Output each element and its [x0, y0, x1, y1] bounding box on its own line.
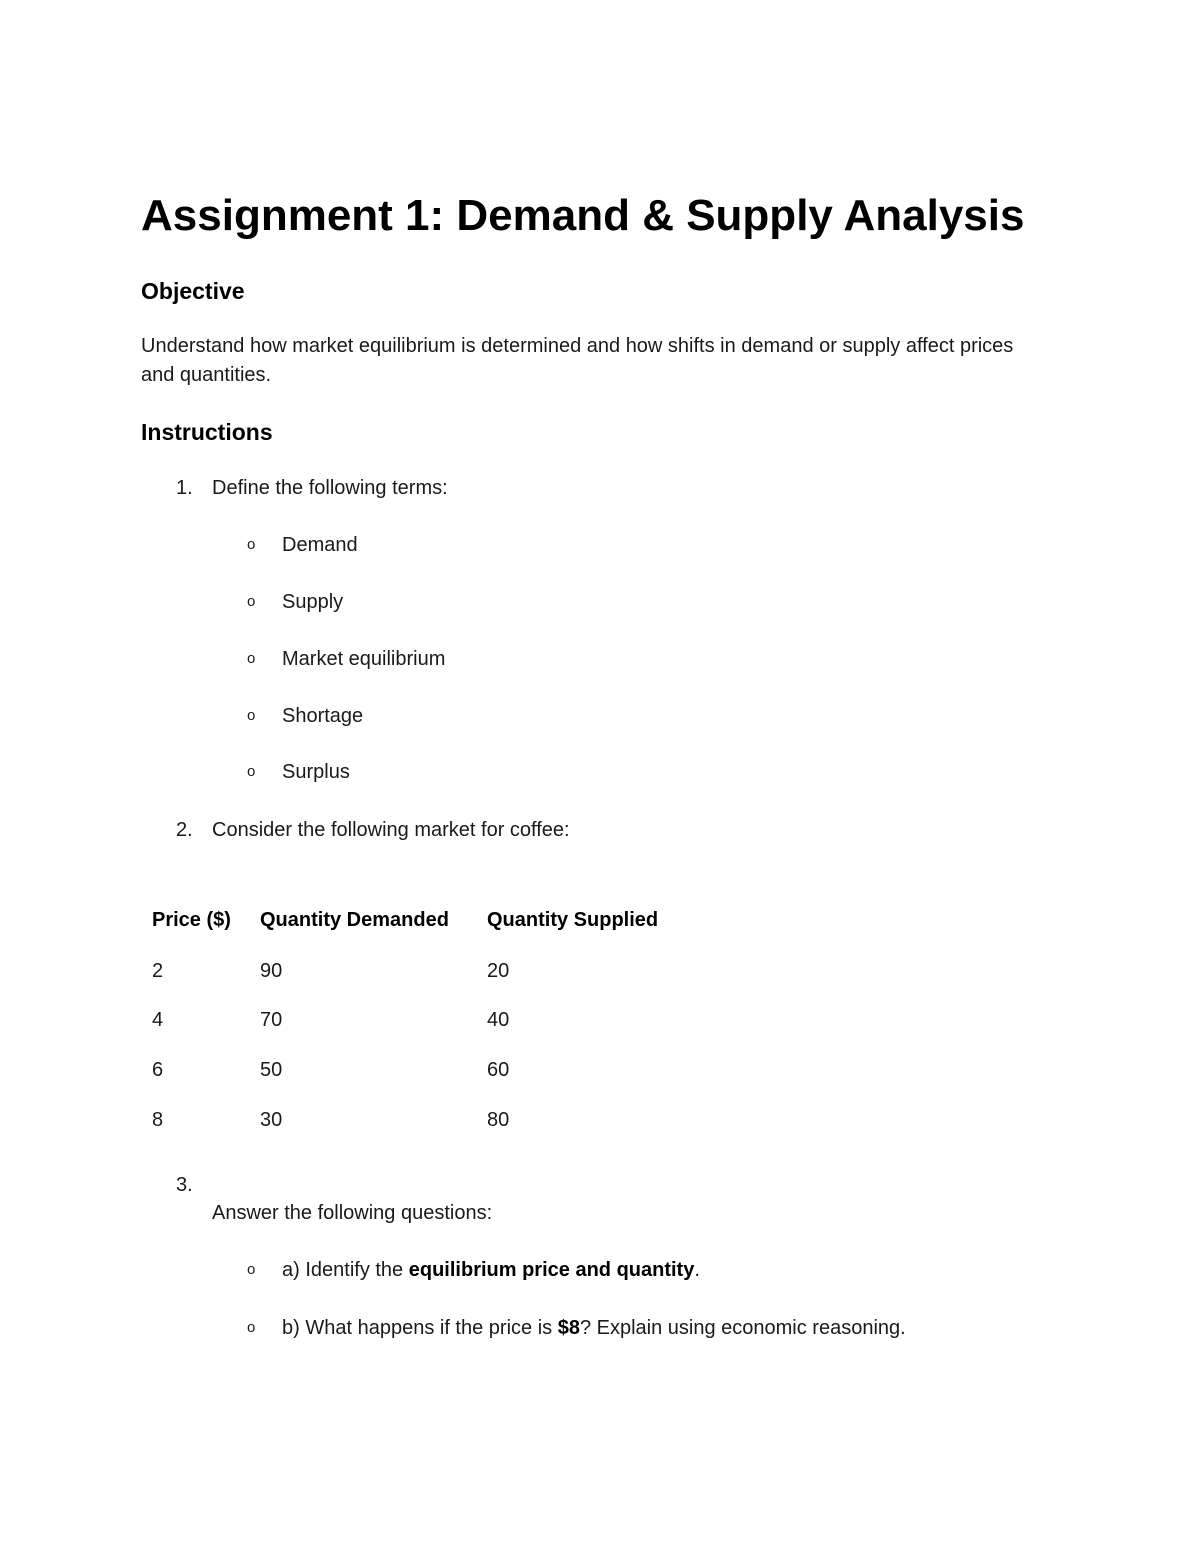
- objective-heading: Objective: [141, 278, 245, 304]
- list-number-1: 1.: [176, 477, 193, 499]
- bullet-marker: o: [247, 536, 256, 553]
- table-cell: 90: [260, 960, 283, 982]
- question-b-prefix: b) What happens if the price is: [282, 1317, 558, 1339]
- item2-text: Consider the following market for coffee:: [212, 819, 570, 841]
- term-surplus: Surplus: [282, 761, 350, 783]
- question-b-suffix: ? Explain using economic reasoning.: [579, 1317, 906, 1339]
- term-market-equilibrium: Market equilibrium: [282, 648, 446, 670]
- table-cell: 2: [152, 960, 164, 982]
- table-header-quantity-supplied: Quantity Supplied: [487, 909, 659, 931]
- term-demand: Demand: [282, 534, 358, 556]
- table-cell: 50: [260, 1059, 283, 1081]
- objective-text: Understand how market equilibrium is determined and how shifts in demand or supply affect prices and quantities.: [141, 335, 1014, 386]
- question-a-suffix: .: [694, 1259, 700, 1281]
- document-title: Assignment 1: Demand & Supply Analysis: [141, 191, 1025, 240]
- bullet-marker: o: [247, 593, 256, 610]
- table-cell: 4: [152, 1009, 164, 1031]
- question-a: [282, 1256, 700, 1284]
- instructions-heading: Instructions: [141, 419, 273, 445]
- term-shortage: Shortage: [282, 705, 364, 727]
- question-a-emphasis: equilibrium price and quantity: [408, 1259, 695, 1281]
- bullet-marker: o: [247, 650, 256, 667]
- list-number-3: 3.: [176, 1174, 193, 1196]
- table-cell: 40: [487, 1009, 510, 1031]
- bullet-marker: o: [247, 707, 256, 724]
- question-b-emphasis: $8: [557, 1317, 580, 1339]
- item1-text: Define the following terms:: [212, 477, 448, 499]
- item3-text: Answer the following questions:: [212, 1202, 493, 1224]
- table-cell: 6: [152, 1059, 164, 1081]
- table-cell: 70: [260, 1009, 283, 1031]
- bullet-marker: o: [247, 1319, 256, 1336]
- table-cell: 30: [260, 1109, 283, 1131]
- table-cell: 60: [487, 1059, 510, 1081]
- list-number-2: 2.: [176, 819, 193, 841]
- bullet-marker: o: [247, 1261, 256, 1278]
- question-b: [282, 1314, 906, 1342]
- table-cell: 20: [487, 960, 510, 982]
- term-supply: Supply: [282, 591, 344, 613]
- bullet-marker: o: [247, 763, 256, 780]
- table-header-price: Price ($): [152, 909, 231, 931]
- table-header-quantity-demanded: Quantity Demanded: [260, 909, 449, 931]
- question-a-prefix: a) Identify the: [282, 1259, 409, 1281]
- table-cell: 80: [487, 1109, 510, 1131]
- table-cell: 8: [152, 1109, 164, 1131]
